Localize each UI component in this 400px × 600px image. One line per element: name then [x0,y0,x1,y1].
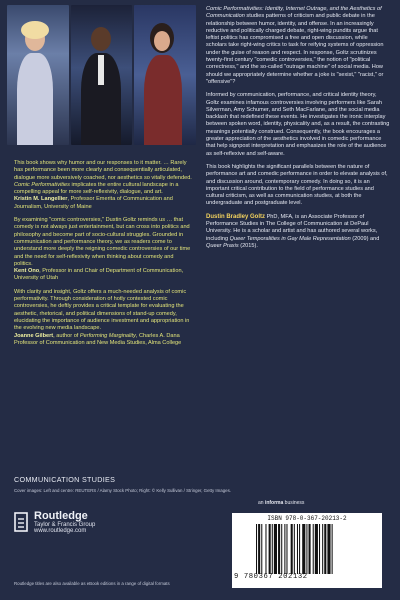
barcode-bar [269,524,271,574]
description-p1: Comic Performativities: Identity, Internet Outrage, and the Aesthetics of Communication studies patterns of criticism and public debate in the relationship between humor, identity, and offense. In an increasingly reductive and politically charged debate, right-wing pundits argue that leftist politics has compromised a free and open discussion, while scholars take right-wing critics to task for reifying systems of oppression under the guise of reason and respect. In response, Goltz scrutinizes twenty-first century "comedic controversies," the notion of "political correctness," and the so-called "outrage machine" of social media. How should we appropriately determine whether a joke is "sexist," "racist," or "offensive"? [206,6,384,85]
barcode-bar [313,524,314,574]
barcode-bar [274,524,277,574]
barcode-bar [265,524,266,574]
barcode-bar [284,524,285,574]
informa-tagline: an informa business [258,500,305,506]
review-blurbs [14,160,192,353]
barcode-bar [299,524,300,574]
barcode-bar [315,524,318,574]
barcode-bar [258,524,260,574]
publisher-name: Routledge [34,510,88,522]
barcode-bar [294,524,295,574]
barcode-bar [256,524,257,574]
barcode-bar [272,524,273,574]
isbn-number: ISBN 978-0-367-20213-2 [267,515,347,522]
routledge-logo-icon [14,511,28,533]
barcode-bar [302,524,305,574]
book-description [206,6,390,256]
ean-number: 9 780367 202132 [234,573,308,581]
barcode-bar [332,524,333,574]
blurb-author: Joanne Gilbert [14,332,54,339]
barcode-bar [281,524,282,574]
barcode-bar [297,524,298,574]
author-name: Dustin Bradley Goltz [206,213,266,220]
photo-right [134,5,196,145]
barcode-bar [278,524,280,574]
author-bio: Dustin Bradley Goltz PhD, MFA, is an Associate Professor of Performance Studies in The College of Communication at DePaul University. He is a scholar and artist and has authored several works, including Queer Temporalities in Gay Male Representation (2009) and Queer Praxis (2015). [206,213,380,249]
blurb: This book shows why humor and our responses to it matter. … Rarely has performance been more clearly and consequentially articulated, dialogue more subversively coached, nor aesthetics so vitally defended. Comic Performativities implicates the entire cultural landscape in a compelling appeal for more self-reflexivity, dialogue, and art. Kristin M. Langellier, Professor Emerita of Communication and Journalism, University of Maine [14,160,192,210]
photo-centre [71,5,133,145]
ebook-note: Routledge titles are also available as eBook editions in a range of digital formats [14,581,170,586]
description-p2: Informed by communication, performance, and critical identity theory, Goltz examines infamous controversies involving performers like Sarah Silverman, Amy Schumer, and Seth MacFarlane, and the social media backlash that redefined these events. He investigates the ironic interplay between spoken word, identity, physicality and, as a result, the contrasting meanings potentially construed. Consequently, the book encourages a greater appreciation of the aesthetics involved in comedic performance that help signpost interpretation and emphasizes the role of the audience as self-reflexive and self-aware. [206,92,390,157]
blurb-author: Kristin M. Langellier [14,196,68,203]
publisher-logo [14,510,95,534]
cover-credits: Cover images: Left and centre: REUTERS / Alamy Stock Photo; Right: © Kelly Sullivan / Stringer, Getty Images. [14,488,232,493]
subject-category: COMMUNICATION STUDIES [14,475,116,484]
barcode-bar [327,524,330,574]
barcode [232,513,382,588]
barcode-bar [319,524,320,574]
publisher-group: Taylor & Francis Group [34,522,96,528]
barcode-bar [291,524,293,574]
cover-photo-strip [7,5,196,145]
barcode-bar [261,524,262,574]
barcode-bars [256,524,374,574]
description-p3: This book highlights the significant parallels between the nature of performance art and comedic performance in order to elevate analysis of, and discussion around, contemporary comedy. In doing so, it is an important critical contribution to the field of performance studies and cultural criticism, as well as communication studies, at both the undergraduate and postgraduate level. [206,163,388,207]
photo-left [7,5,69,145]
blurb: With clarity and insight, Goltz offers a much-needed analysis of comic performativity. Through consideration of hotly contested comic controversies, he deftly provides a critical template for evaluating the aesthetic, rhetorical, and political dimensions of stand-up comedy, elucidating the importance of audience investment and appropriation in the evolving new media landscape. Joanne Gilbert, author of Performing Marginality, Charles A. Dana Professor of Communication and New Media Studies, Alma College [14,288,190,346]
publisher-url: www.routledge.com [34,528,87,534]
blurb: By examining "comic controversies," Dustin Goltz reminds us … that comedy is not always just entertainment, but can cross into politics and philosophy and become part of socio-cultural struggles. Grounded in communication and performance theory, we as readers come to understand more deeply the reigning comedic controversies of our time and the need for self-reflexivity when thinking about comedy and politics. Kent Ono, Professor in and Chair of Department of Communication, University of Utah [14,217,191,282]
barcode-bar [309,524,311,574]
blurb-author: Kent Ono [14,268,40,275]
barcode-bar [286,524,287,574]
barcode-bar [322,524,323,574]
barcode-bar [306,524,307,574]
barcode-bar [324,524,326,574]
